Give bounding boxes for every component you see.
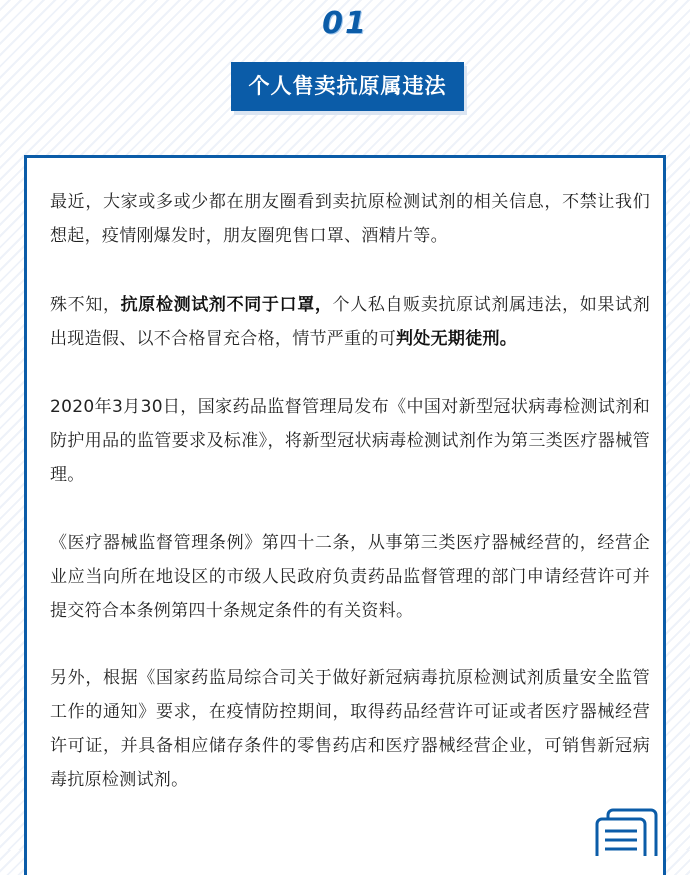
paragraph-text: 最近，大家或多或少都在朋友圈看到卖抗原检测试剂的相关信息，不禁让我们想起，疫情刚爆发时，朋友圈兜售口罩、酒精片等。: [50, 192, 650, 246]
paragraph-1: [50, 185, 650, 253]
section-title: 个人售卖抗原属违法: [231, 62, 464, 111]
paragraph-text: 另外，根据《国家药监局综合司关于做好新冠病毒抗原检测试剂质量安全监管工作的通知》要求，在疫情防控期间，取得药品经营许可证或者医疗器械经营许可证，并具备相应储存条件的零售药店和医疗器械经营企业，可销售新冠病毒抗原检测试剂。: [50, 668, 650, 790]
document-stack-icon: [594, 806, 664, 856]
paragraph-2: [50, 288, 650, 356]
paragraph-4: [50, 526, 650, 628]
emphasis-text: 抗原检测试剂不同于口罩，: [120, 295, 333, 315]
paragraph-text: 殊不知，: [50, 295, 121, 315]
paragraph-text: 个人私自贩卖抗原试剂属违法，如果试剂出现造假、以不合格冒充合格，情节严重的可: [50, 295, 650, 349]
article-content-box: [24, 155, 666, 875]
emphasis-text: 判处无期徒刑。: [396, 329, 518, 349]
paragraph-3: [50, 390, 650, 492]
paragraph-text: 2020年3月30日，国家药品监督管理局发布《中国对新型冠状病毒检测试剂和防护用品的监管要求及标准》，将新型冠状病毒检测试剂作为第三类医疗器械管理。: [50, 397, 650, 485]
section-number: 01: [322, 6, 368, 41]
paragraph-text: 《医疗器械监督管理条例》第四十二条，从事第三类医疗器械经营的，经营企业应当向所在地设区的市级人民政府负责药品监督管理的部门申请经营许可并提交符合本条例第四十条规定条件的有关资料。: [50, 533, 650, 621]
paragraph-5: [50, 661, 650, 797]
